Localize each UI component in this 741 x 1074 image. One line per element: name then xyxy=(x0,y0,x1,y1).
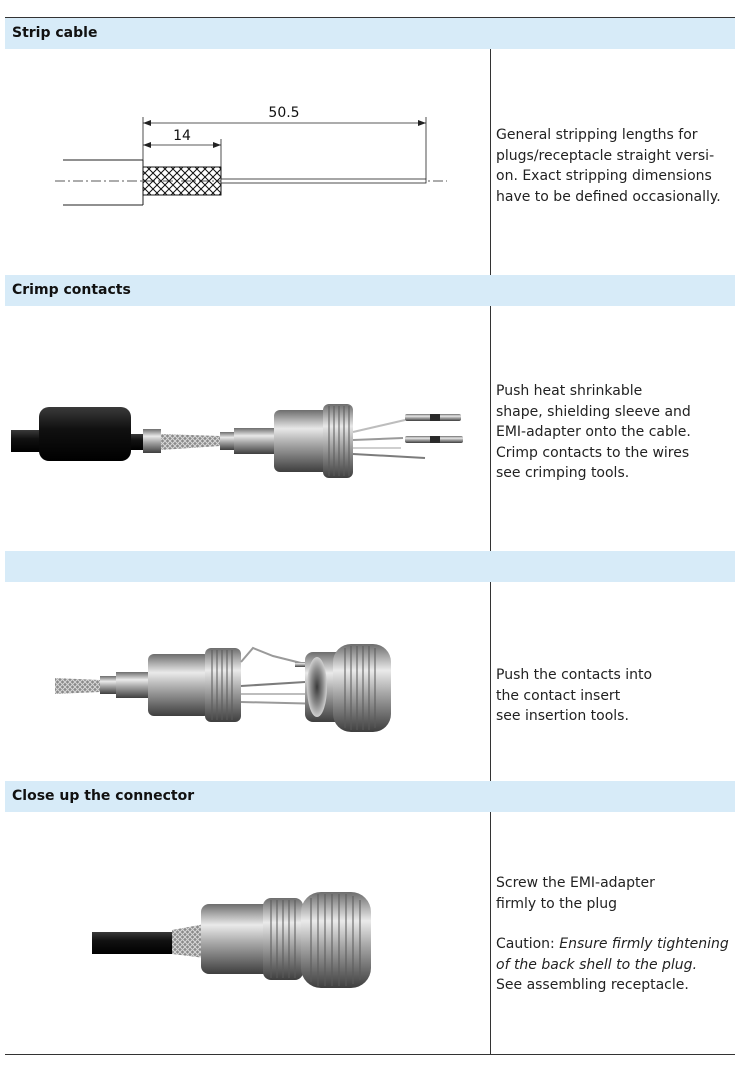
emi-adapter-body xyxy=(201,904,271,974)
inner-conductor xyxy=(221,179,426,183)
crimp-contacts xyxy=(405,414,463,443)
text-line: General stripping lengths for xyxy=(496,127,698,143)
dimension-label-overall: 50.5 xyxy=(268,105,300,121)
insert-contacts-photo-cell xyxy=(5,582,490,781)
text-line: see crimping tools. xyxy=(496,465,630,481)
crimp-contacts-photo-cell xyxy=(5,306,490,551)
text-line: Push the contacts into xyxy=(496,667,653,683)
text-line: have to be defined occasionally. xyxy=(496,188,721,205)
caution-text: Ensure firmly tightening of the back shell to the plug. xyxy=(496,936,729,973)
caution-paragraph xyxy=(496,934,736,975)
section-title: Strip cable xyxy=(12,25,98,41)
caution-label: Caution: xyxy=(496,936,560,952)
insert-contacts-photo xyxy=(5,582,490,781)
plug-insert-face xyxy=(307,657,327,717)
close-up-connector-description xyxy=(496,873,736,996)
cable-jacket xyxy=(92,932,172,954)
strip-cable-description xyxy=(496,125,736,207)
assembly-instructions-table xyxy=(5,17,735,1055)
crimp-ferrule xyxy=(100,676,116,694)
section-header-strip-cable xyxy=(5,18,735,49)
dimension-label-braid: 14 xyxy=(173,128,191,144)
crimp-contacts-photo xyxy=(5,306,490,551)
emi-adapter-body xyxy=(274,410,330,472)
text-line: on. Exact stripping dimensions xyxy=(496,168,712,184)
braided-shield xyxy=(172,924,205,958)
text-line: firmly to the plug xyxy=(496,895,618,912)
heat-shrink-sleeve xyxy=(39,407,131,461)
text-line: EMI-adapter onto the cable. xyxy=(496,424,691,440)
crimp-contacts-description xyxy=(496,381,736,484)
text-line: the contact insert xyxy=(496,687,621,704)
braid-shield xyxy=(143,167,221,195)
paragraph-gap xyxy=(496,914,736,934)
adapter-neck xyxy=(234,428,274,454)
emi-adapter-knurled-ring xyxy=(205,648,241,722)
braided-shield xyxy=(55,678,100,694)
section-title: Crimp contacts xyxy=(12,282,131,298)
strip-cable-dimension-drawing xyxy=(5,49,490,275)
close-up-connector-photo xyxy=(5,812,490,1054)
close-up-connector-photo-cell xyxy=(5,812,490,1054)
adapter-neck xyxy=(116,672,150,698)
insert-contacts-description xyxy=(496,665,736,727)
crimp-ferrule xyxy=(220,432,234,450)
emi-adapter-body xyxy=(148,654,210,716)
text-line: see insertion tools. xyxy=(496,708,629,724)
column-divider xyxy=(490,18,491,1054)
shield-ring xyxy=(143,429,161,453)
text-line: Crimp contacts to the wires xyxy=(496,444,690,461)
section-title: Close up the connector xyxy=(12,788,195,804)
text-line: Screw the EMI-adapter xyxy=(496,875,655,891)
strip-cable-drawing-cell xyxy=(5,49,490,275)
plug-coupling-nut xyxy=(333,644,391,732)
section-header-crimp-contacts xyxy=(5,275,735,306)
section-header-insert-contacts xyxy=(5,551,735,582)
cable-jacket-end xyxy=(131,434,143,450)
section-header-close-up-connector xyxy=(5,781,735,812)
text-line: Push heat shrinkable xyxy=(496,383,643,399)
see-also-text: See assembling receptacle. xyxy=(496,977,689,993)
braided-shield xyxy=(161,434,220,450)
text-line: shape, shielding sleeve and xyxy=(496,403,691,420)
text-line: plugs/receptacle straight versi- xyxy=(496,147,715,164)
